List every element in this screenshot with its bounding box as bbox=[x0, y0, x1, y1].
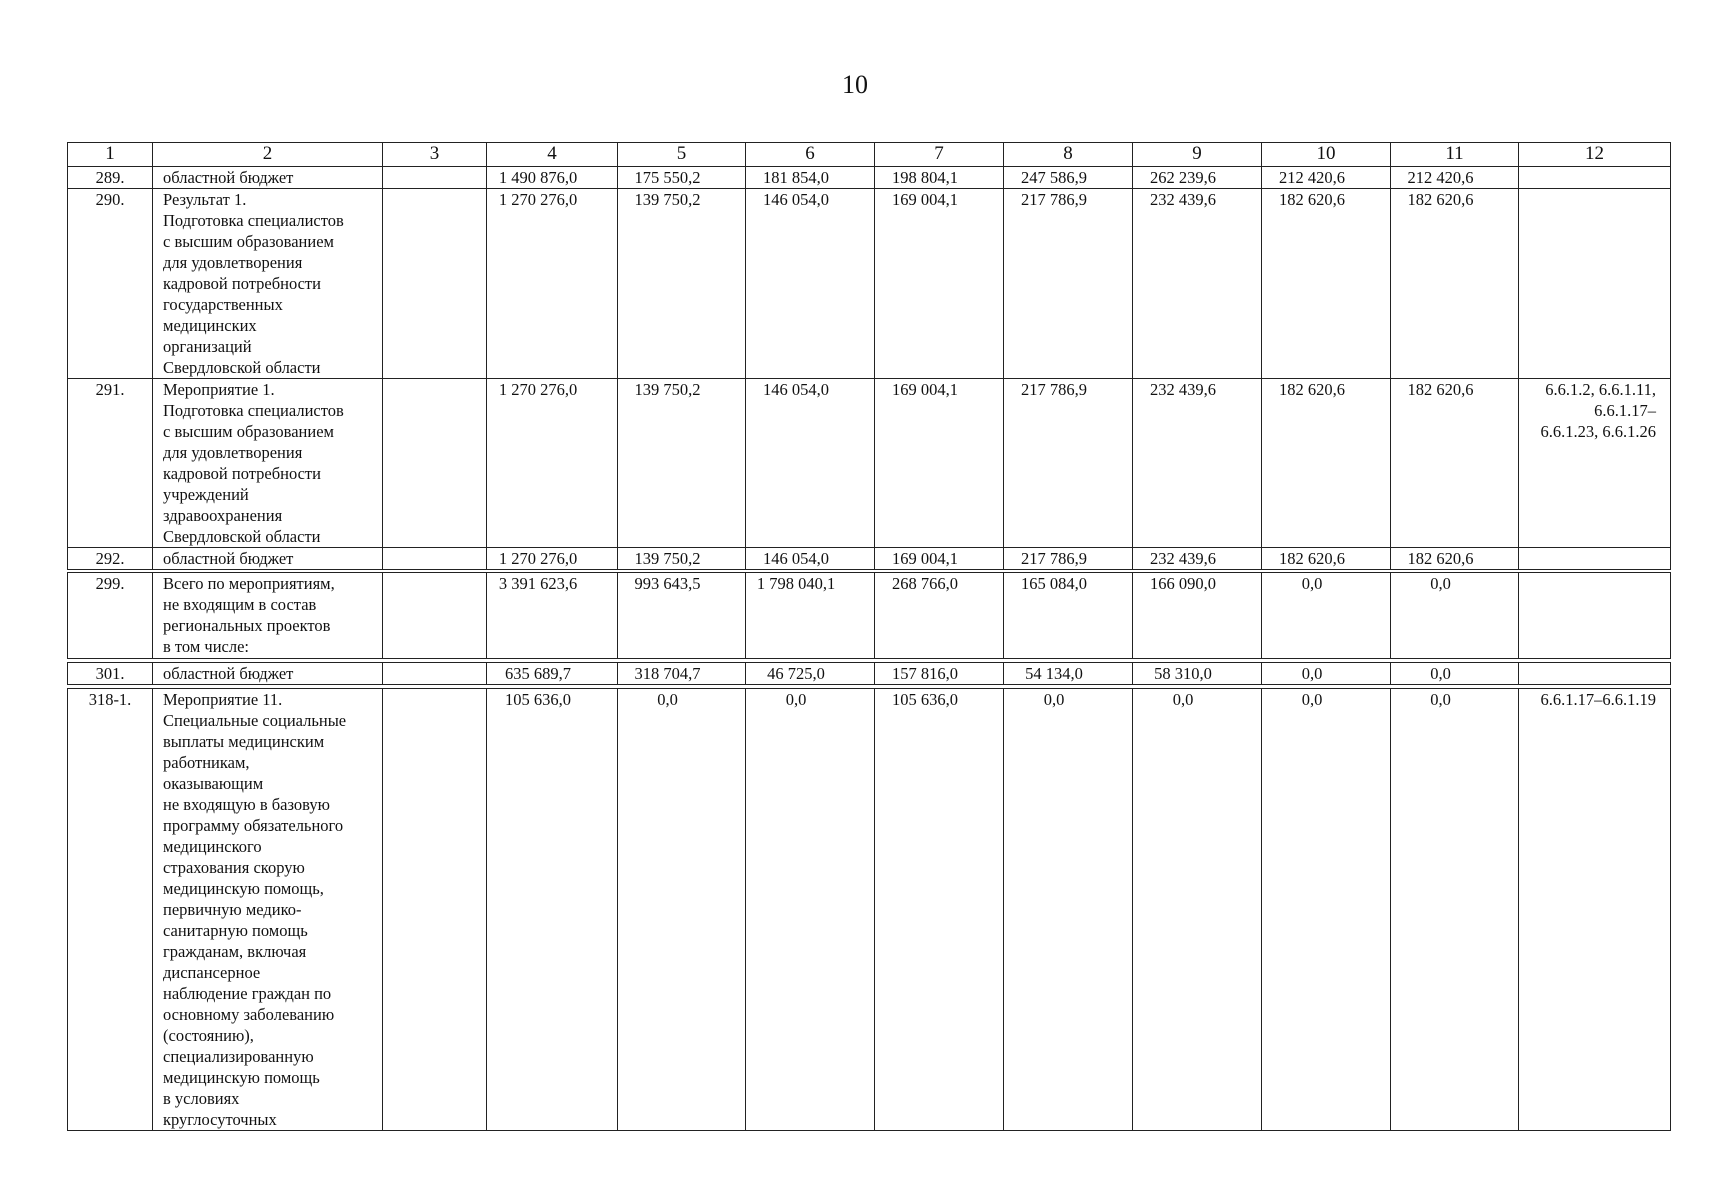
table-row bbox=[68, 548, 1671, 570]
value-cell: 146 054,0 bbox=[746, 189, 875, 379]
row-indicator bbox=[1519, 189, 1671, 379]
value-cell: 268 766,0 bbox=[875, 573, 1004, 659]
header-cell: 2 bbox=[153, 143, 383, 167]
header-cell: 3 bbox=[383, 143, 487, 167]
header-row bbox=[68, 143, 1671, 167]
value-cell: 46 725,0 bbox=[746, 663, 875, 685]
value-cell: 105 636,0 bbox=[875, 689, 1004, 1131]
table-row bbox=[68, 379, 1671, 548]
value-cell: 157 816,0 bbox=[875, 663, 1004, 685]
value-cell: 0,0 bbox=[1133, 689, 1262, 1131]
value-cell: 212 420,6 bbox=[1391, 167, 1519, 189]
value-cell: 0,0 bbox=[618, 689, 746, 1131]
value-cell: 0,0 bbox=[1262, 689, 1391, 1131]
row-number: 292. bbox=[68, 548, 153, 570]
value-cell: 3 391 623,6 bbox=[487, 573, 618, 659]
header-cell: 1 bbox=[68, 143, 153, 167]
value-cell: 217 786,9 bbox=[1004, 548, 1133, 570]
row-number: 291. bbox=[68, 379, 153, 548]
row-indicator: 6.6.1.2, 6.6.1.11, 6.6.1.17– 6.6.1.23, 6.6.1.26 bbox=[1519, 379, 1671, 548]
row-indicator bbox=[1519, 573, 1671, 659]
value-cell: 993 643,5 bbox=[618, 573, 746, 659]
value-cell: 635 689,7 bbox=[487, 663, 618, 685]
value-cell: 175 550,2 bbox=[618, 167, 746, 189]
value-cell: 165 084,0 bbox=[1004, 573, 1133, 659]
value-cell: 217 786,9 bbox=[1004, 379, 1133, 548]
row-c3 bbox=[383, 189, 487, 379]
row-name: областной бюджет bbox=[153, 548, 383, 570]
value-cell: 1 270 276,0 bbox=[487, 379, 618, 548]
value-cell: 181 854,0 bbox=[746, 167, 875, 189]
row-indicator bbox=[1519, 167, 1671, 189]
table-block-3 bbox=[67, 662, 1671, 685]
value-cell: 1 490 876,0 bbox=[487, 167, 618, 189]
value-cell: 182 620,6 bbox=[1391, 548, 1519, 570]
value-cell: 169 004,1 bbox=[875, 379, 1004, 548]
header-cell: 4 bbox=[487, 143, 618, 167]
table-row bbox=[68, 573, 1671, 659]
row-number: 301. bbox=[68, 663, 153, 685]
row-name: Всего по мероприятиям, не входящим в состав региональных проектов в том числе: bbox=[153, 573, 383, 659]
row-name: Результат 1. Подготовка специалистов с высшим образованием для удовлетворения кадровой потребности государственных медицинских организаций Свердловской области bbox=[153, 189, 383, 379]
table-block-4 bbox=[67, 688, 1671, 1131]
row-c3 bbox=[383, 548, 487, 570]
header-cell: 9 bbox=[1133, 143, 1262, 167]
row-name: Мероприятие 11. Специальные социальные выплаты медицинским работникам, оказывающим не входящую в базовую программу обязательного медицинского страхования скорую медицинскую помощь, первичную медико- санитарную помощь гражданам, включая диспансерное наблюдение граждан по основному заболеванию (состоянию), специализированную медицинскую помощь в условиях круглосуточных bbox=[153, 689, 383, 1131]
value-cell: 182 620,6 bbox=[1262, 189, 1391, 379]
value-cell: 182 620,6 bbox=[1391, 379, 1519, 548]
value-cell: 1 270 276,0 bbox=[487, 189, 618, 379]
row-name: Мероприятие 1. Подготовка специалистов с высшим образованием для удовлетворения кадровой потребности учреждений здравоохранения Свердловской области bbox=[153, 379, 383, 548]
value-cell: 0,0 bbox=[1004, 689, 1133, 1131]
row-indicator bbox=[1519, 548, 1671, 570]
table-row bbox=[68, 167, 1671, 189]
value-cell: 212 420,6 bbox=[1262, 167, 1391, 189]
row-c3 bbox=[383, 167, 487, 189]
header-cell: 6 bbox=[746, 143, 875, 167]
header-cell: 7 bbox=[875, 143, 1004, 167]
value-cell: 146 054,0 bbox=[746, 379, 875, 548]
row-number: 318-1. bbox=[68, 689, 153, 1131]
header-cell: 12 bbox=[1519, 143, 1671, 167]
value-cell: 139 750,2 bbox=[618, 189, 746, 379]
value-cell: 262 239,6 bbox=[1133, 167, 1262, 189]
row-c3 bbox=[383, 379, 487, 548]
header-cell: 5 bbox=[618, 143, 746, 167]
row-number: 289. bbox=[68, 167, 153, 189]
table-row bbox=[68, 663, 1671, 685]
header-cell: 10 bbox=[1262, 143, 1391, 167]
row-c3 bbox=[383, 663, 487, 685]
value-cell: 169 004,1 bbox=[875, 548, 1004, 570]
row-indicator bbox=[1519, 663, 1671, 685]
value-cell: 232 439,6 bbox=[1133, 379, 1262, 548]
row-number: 290. bbox=[68, 189, 153, 379]
value-cell: 247 586,9 bbox=[1004, 167, 1133, 189]
value-cell: 182 620,6 bbox=[1262, 548, 1391, 570]
header-cell: 8 bbox=[1004, 143, 1133, 167]
value-cell: 182 620,6 bbox=[1262, 379, 1391, 548]
value-cell: 232 439,6 bbox=[1133, 548, 1262, 570]
value-cell: 169 004,1 bbox=[875, 189, 1004, 379]
row-c3 bbox=[383, 689, 487, 1131]
value-cell: 146 054,0 bbox=[746, 548, 875, 570]
value-cell: 139 750,2 bbox=[618, 548, 746, 570]
value-cell: 198 804,1 bbox=[875, 167, 1004, 189]
row-name: областной бюджет bbox=[153, 167, 383, 189]
row-indicator: 6.6.1.17–6.6.1.19 bbox=[1519, 689, 1671, 1131]
row-number: 299. bbox=[68, 573, 153, 659]
value-cell: 1 270 276,0 bbox=[487, 548, 618, 570]
value-cell: 0,0 bbox=[1391, 573, 1519, 659]
value-cell: 166 090,0 bbox=[1133, 573, 1262, 659]
header-cell: 11 bbox=[1391, 143, 1519, 167]
table-block-2 bbox=[67, 572, 1671, 659]
value-cell: 232 439,6 bbox=[1133, 189, 1262, 379]
value-cell: 0,0 bbox=[1391, 689, 1519, 1131]
value-cell: 1 798 040,1 bbox=[746, 573, 875, 659]
value-cell: 318 704,7 bbox=[618, 663, 746, 685]
value-cell: 182 620,6 bbox=[1391, 189, 1519, 379]
page-number: 10 bbox=[842, 70, 868, 99]
table-block-1 bbox=[67, 142, 1671, 570]
value-cell: 54 134,0 bbox=[1004, 663, 1133, 685]
value-cell: 139 750,2 bbox=[618, 379, 746, 548]
row-c3 bbox=[383, 573, 487, 659]
value-cell: 0,0 bbox=[746, 689, 875, 1131]
value-cell: 0,0 bbox=[1262, 573, 1391, 659]
table-row bbox=[68, 689, 1671, 1131]
value-cell: 105 636,0 bbox=[487, 689, 618, 1131]
value-cell: 0,0 bbox=[1262, 663, 1391, 685]
value-cell: 0,0 bbox=[1391, 663, 1519, 685]
table-row bbox=[68, 189, 1671, 379]
value-cell: 58 310,0 bbox=[1133, 663, 1262, 685]
value-cell: 217 786,9 bbox=[1004, 189, 1133, 379]
row-name: областной бюджет bbox=[153, 663, 383, 685]
